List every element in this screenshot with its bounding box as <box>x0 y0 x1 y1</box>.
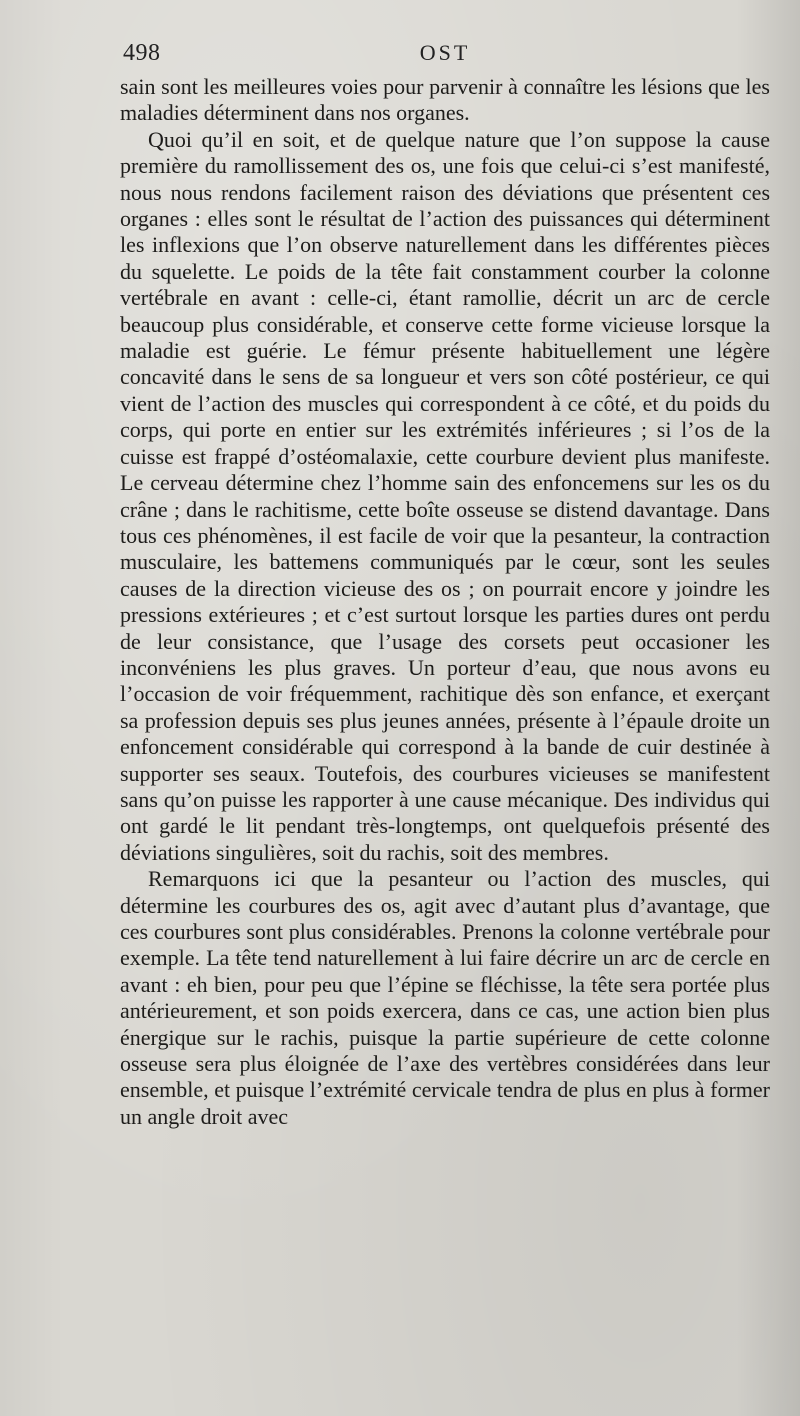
page-number: 498 <box>123 40 161 66</box>
paragraph-remarquons: Remarquons ici que la pesanteur ou l’action des muscles, qui détermine les courbures des os, agit avec d’autant plus d’avantage, que ces courbures sont plus considérables. Prenons la colonne vertébrale pour exemple. La tête tend naturellement à lui faire décrire un arc de cercle en avant : eh bien, pour peu que l’épine se fléchisse, la tête sera portée plus antérieurement, et son poids exercera, dans ce cas, une action bien plus énergique sur le rachis, puisque la partie supérieure de cette colonne osseuse sera plus éloignée de l’axe des vertèbres considérées dans leur ensemble, et puisque l’extrémité cervicale tendra de plus en plus à former un angle droit avec <box>120 866 770 1129</box>
paragraph-continued: sain sont les meilleures voies pour parvenir à connaître les lésions que les maladies déterminent dans nos organes. <box>120 74 770 126</box>
running-title: OST <box>419 40 471 65</box>
body-text <box>120 74 770 1130</box>
paragraph-ramollissement: Quoi qu’il en soit, et de quelque nature que l’on suppose la cause première du ramollissement des os, une fois que celui-ci s’est manifesté, nous nous rendons facilement raison des déviations que présentent ces organes : elles sont le résultat de l’action des puissances qui déterminent les inflexions que l’on observe naturellement dans les différentes pièces du squelette. Le poids de la tête fait constamment courber la colonne vertébrale en avant : celle-ci, étant ramollie, décrit un arc de cercle beaucoup plus considérable, et conserve cette forme vicieuse lorsque la maladie est guérie. Le fémur présente habituellement une légère concavité dans le sens de sa longueur et vers son côté postérieur, ce qui vient de l’action des muscles qui correspondent à ce côté, et du poids du corps, qui porte en entier sur les extrémités inférieures ; si l’os de la cuisse est frappé d’ostéomalaxie, cette courbure devient plus manifeste. Le cerveau détermine chez l’homme sain des enfoncemens sur les os du crâne ; dans le rachitisme, cette boîte osseuse se distend davantage. Dans tous ces phénomènes, il est facile de voir que la pesanteur, la contraction musculaire, les battemens communiqués par le cœur, sont les seules causes de la direction vicieuse des os ; on pourrait encore y joindre les pressions extérieures ; et c’est surtout lorsque les parties dures ont perdu de leur consistance, que l’usage des corsets peut occasioner les inconvéniens les plus graves. Un porteur d’eau, que nous avons eu l’occasion de voir fréquemment, rachitique dès son enfance, et exerçant sa profession depuis ses plus jeunes années, présente à l’épaule droite un enfoncement considérable qui correspond à la bande de cuir destinée à supporter ses seaux. Toutefois, des courbures vicieuses se manifestent sans qu’on puisse les rapporter à une cause mécanique. Des individus qui ont gardé le lit pendant très-longtemps, ont quelquefois présenté des déviations singulières, soit du rachis, soit des membres. <box>120 126 770 865</box>
running-head <box>120 40 770 74</box>
book-page <box>120 40 770 1390</box>
